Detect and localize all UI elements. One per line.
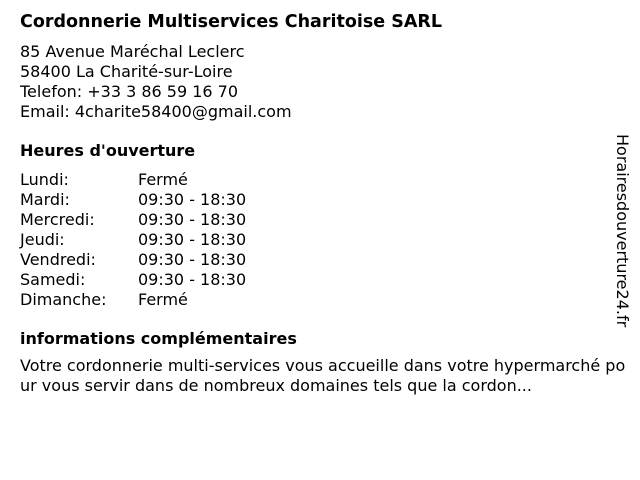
hours-row-thursday <box>20 230 620 250</box>
hours-row-tuesday <box>20 190 620 210</box>
hours-row-sunday <box>20 290 620 310</box>
additional-info-text: Votre cordonnerie multi-services vous accueille dans votre hypermarché pour vous servir dans de nombreux domaines tels que la cordon... <box>20 356 626 395</box>
hours-time: 09:30 - 18:30 <box>138 230 247 249</box>
hours-day: Jeudi: <box>20 230 65 249</box>
hours-day: Dimanche: <box>20 290 107 309</box>
hours-row-wednesday <box>20 210 620 230</box>
hours-row-monday <box>20 170 620 190</box>
hours-day: Mercredi: <box>20 210 95 229</box>
hours-day: Samedi: <box>20 270 86 289</box>
site-brand-vertical: Horairesdouverture24.fr <box>613 134 632 328</box>
additional-info-heading: informations complémentaires <box>20 329 297 348</box>
hours-time: Fermé <box>138 290 188 309</box>
hours-time: Fermé <box>138 170 188 189</box>
hours-time: 09:30 - 18:30 <box>138 250 247 269</box>
contact-block <box>20 42 620 122</box>
hours-time: 09:30 - 18:30 <box>138 210 247 229</box>
opening-hours-heading: Heures d'ouverture <box>20 141 196 160</box>
opening-hours-table <box>20 170 620 310</box>
hours-time: 09:30 - 18:30 <box>138 190 247 209</box>
hours-time: 09:30 - 18:30 <box>138 270 247 289</box>
hours-day: Lundi: <box>20 170 69 189</box>
hours-row-saturday <box>20 270 620 290</box>
phone-number: Telefon: +33 3 86 59 16 70 <box>20 82 239 101</box>
business-name: Cordonnerie Multiservices Charitoise SARL <box>20 12 443 32</box>
email-address: Email: 4charite58400@gmail.com <box>20 102 292 121</box>
address-street: 85 Avenue Maréchal Leclerc <box>20 42 245 61</box>
hours-row-friday <box>20 250 620 270</box>
address-city: 58400 La Charité-sur-Loire <box>20 62 233 81</box>
hours-day: Vendredi: <box>20 250 96 269</box>
hours-day: Mardi: <box>20 190 70 209</box>
